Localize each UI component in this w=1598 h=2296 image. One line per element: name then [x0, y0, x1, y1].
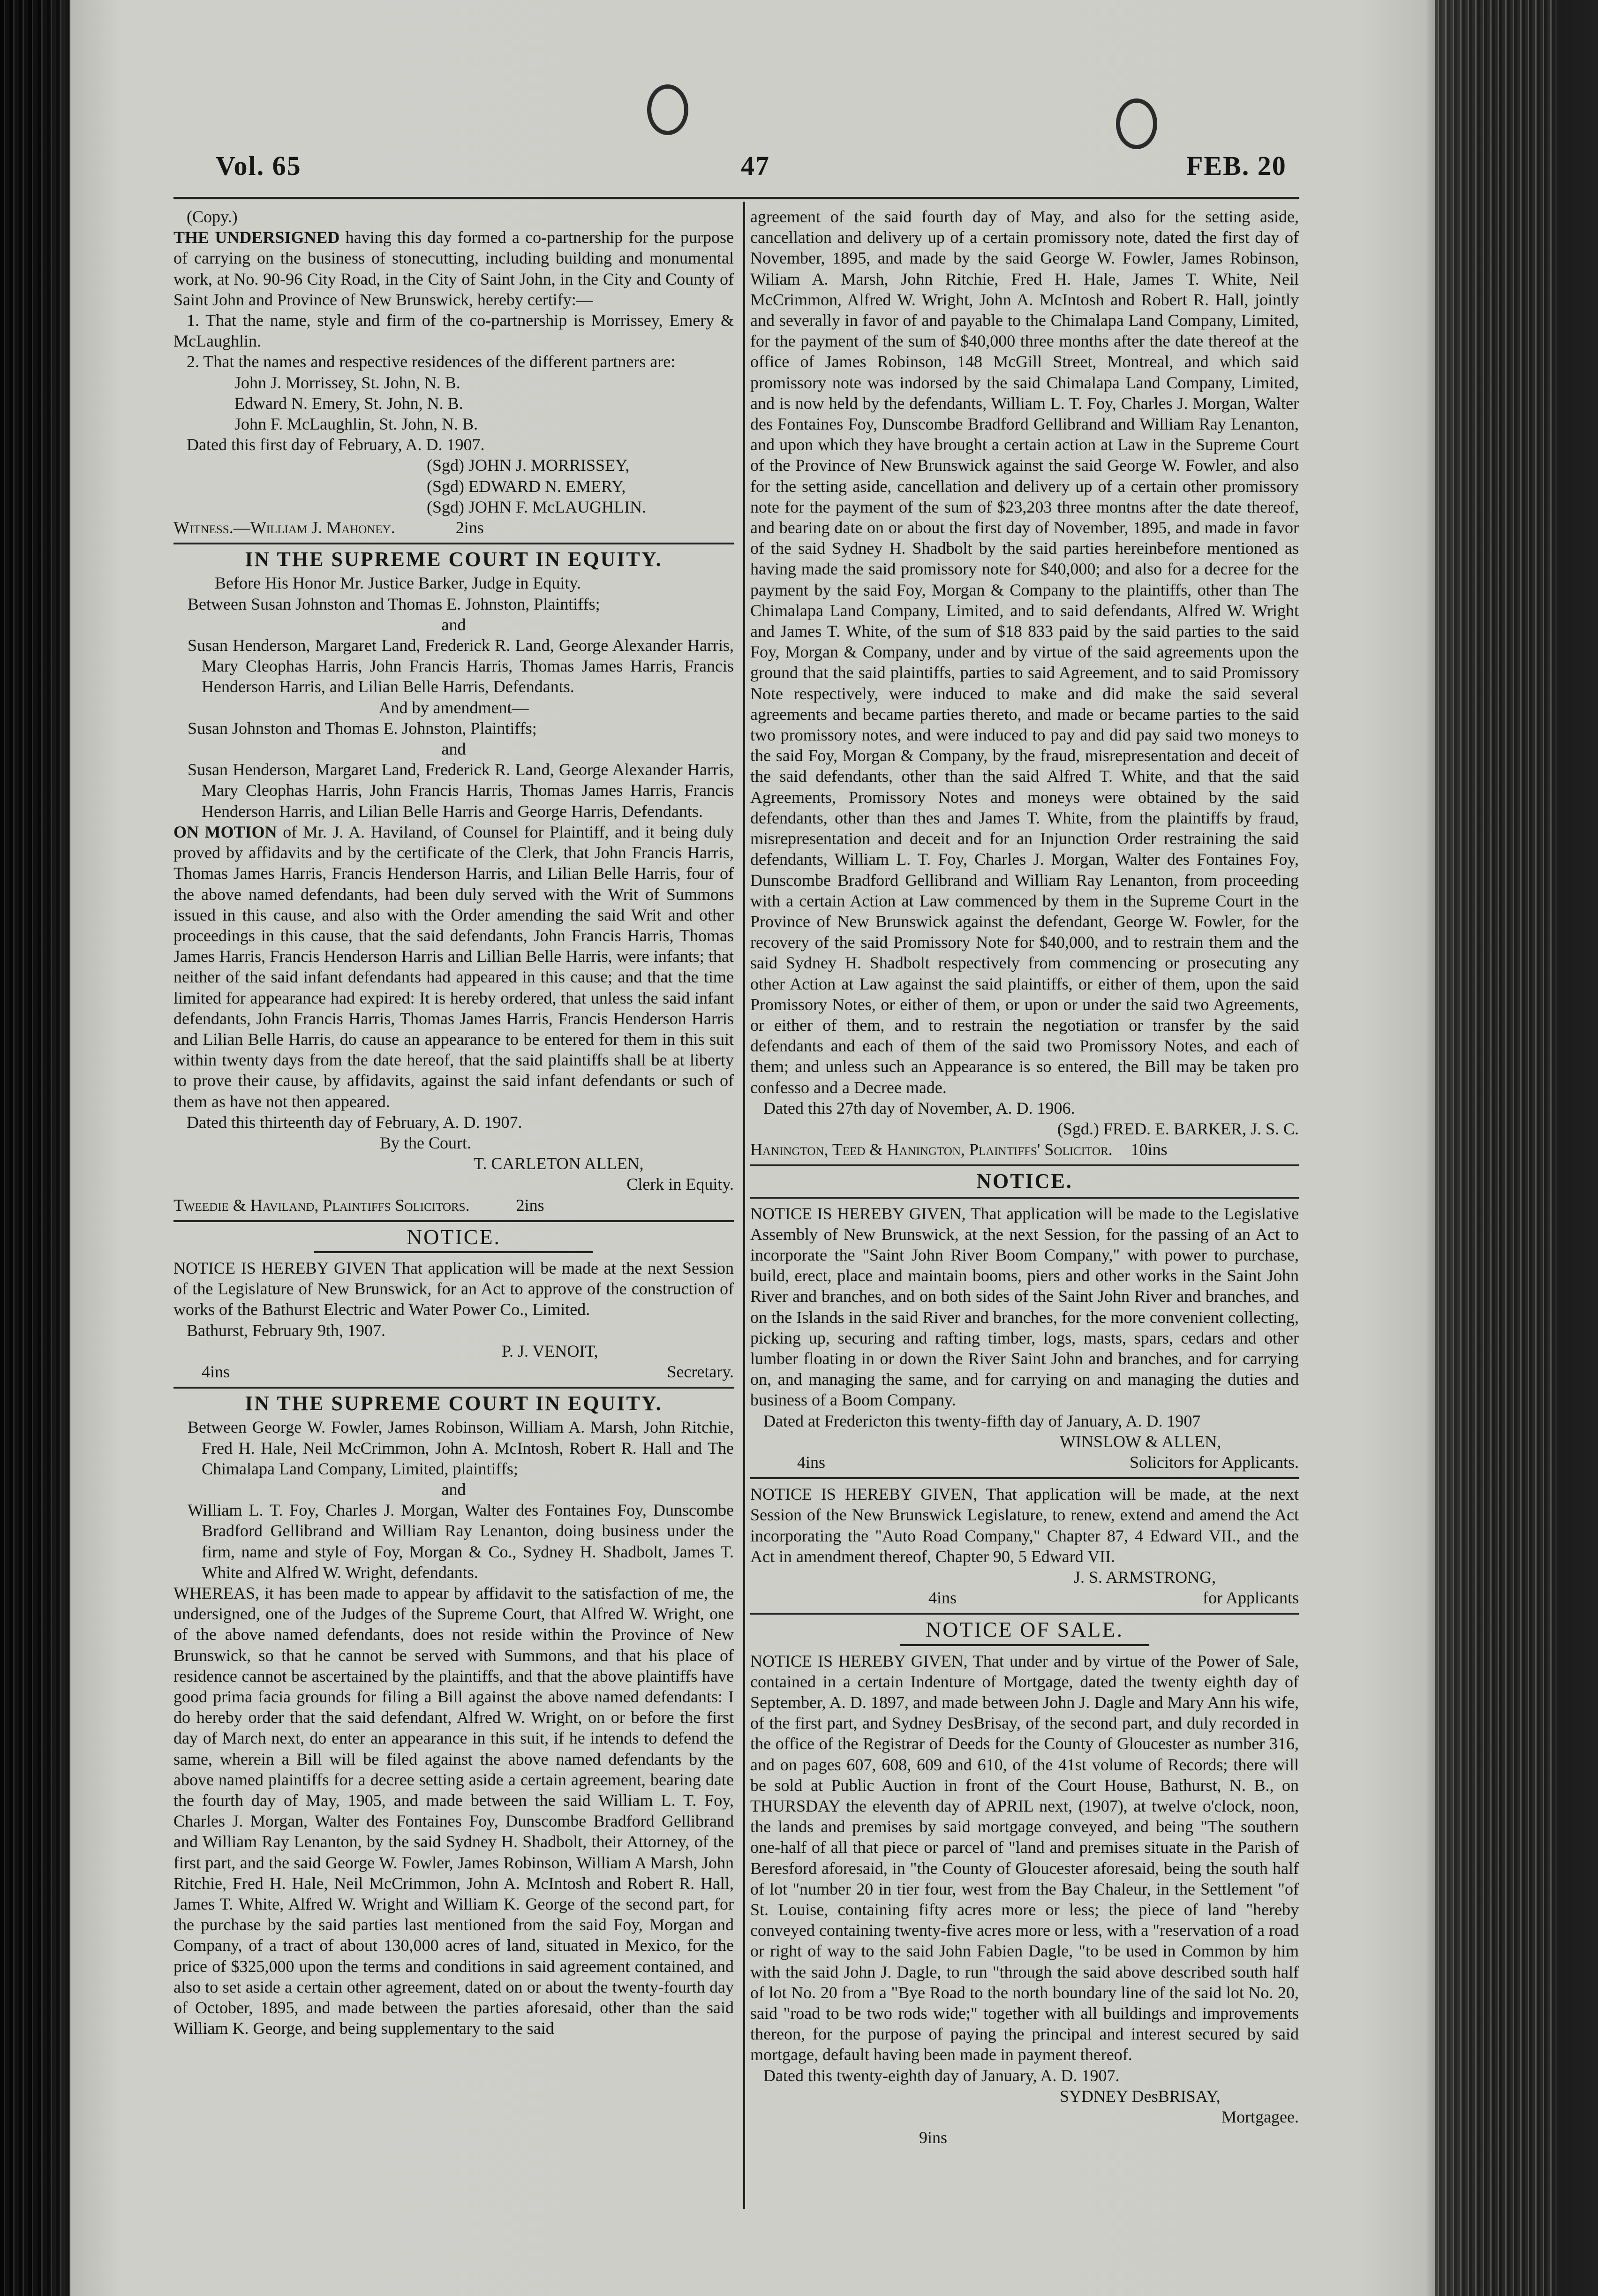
sale-dated: Dated this twenty-eighth day of January, A. D. 1907. — [763, 2066, 1120, 2085]
partner-1: John J. Morrissey, St. John, N. B. — [234, 373, 460, 392]
equity1-before: Before His Honor Mr. Justice Barker, Judge in Equity. — [215, 574, 581, 593]
notice1-text: NOTICE IS HEREBY GIVEN That application will be made at the next Session of the Legislature of New Brunswick, for an Act to approve of the construction of works of the Bathurst Electric and Water Power Co., Limited. — [173, 1258, 734, 1319]
divider — [314, 1251, 593, 1253]
issue-date: FEB. 20 — [1186, 151, 1287, 181]
copy-note: (Copy.) — [187, 207, 238, 226]
continuation-text: agreement of the said fourth day of May, and also for the setting aside, cancellation and delivery up of a certain promissory note, dated the first day of November, 1895, and made by the said George W. Fowler, James Robinson, Wiliam A. Marsh, John Ritchie, Fred H. Hale, James T. White, Neil McCrimmon, Alfred W. Wright, John A. McIntosh and Robert R. Hall, jointly and severally in favor of and payable to the Chimalapa Land Company, Limited, for the payment of the sum of $40,000 three months after the date thereof at the office of James Robinson, 148 McGill Street, Montreal, and which said promissory note was indorsed by the said Chimalapa Land Company, Limited, and is now held by the defendants, William L. T. Foy, Charles J. Morgan, Walter des Fontaines Foy, Dunscombe Bradford Gellibrand and William Ray Lenanton, and upon which they have brought a certain action at Law in the Supreme Court of the Province of New Brunswick against the said George W. Fowler, and also for the setting aside, cancellation and delivery up of a certain other promissory note for the payment of the sum of $23,203 three montns after the date thereof, and bearing date on or about the first day of November, 1895, and made in favor of the said Sydney H. Shadbolt by the said parties hereinbefore mentioned as having made the said promissory note for $40,000; and also for a decree for the payment by the said Foy, Morgan & Company to the plaintiffs, other than The Chimalapa Land Company, Limited, and to said defendants, Alfred W. Wright and James T. White, of the sum of $18 833 paid by the said parties to the said Foy, Morgan & Company, under and by virtue of the said agreements upon the ground that the said plaintiffs, parties to said Agreement, and to said Promissory Note respectively, were induced to make and did make the said several agreements and became parties thereto, and made or became parties to the said two promissory notes, and were induced to pay and did pay said two moneys to the said Foy, Morgan & Company, by the fraud, misrepresentation and deceit of the said defendants, other than the said Alfred T. White, and that the said Agreements, Promissory Notes and moneys were obtained by the said defendants, other than thes and James T. White, from the plaintiffs by fraud, misrepresentation and deceit and for an Injunction Order restraining the said defendants, William L. T. Foy, Charles J. Morgan, Walter des Fontaines Foy, Dunscombe Bradford Gellibrand and William Ray Lenanton, from proceeding with a certain Action at Law commenced by them in the Supreme Court in the Province of New Brunswick against the defendant, George W. Fowler, for the recovery of the said Promissory Note for $40,000, and to restrain them and the said Sydney H. Shadbolt respectively from commencing or prosecuting any other Action at Law against the said plaintiffs, or either of them, upon the said Promissory Notes, or either of them, or upon or under the said two Agreements, or either of them, and to restrain the negotiation or transfer by the said defendants and each of them of the said two Promissory Notes, and each of them; and unless such an Appearance is so entered, the Bill may be taken pro confesso and a Decree made. — [750, 207, 1299, 1097]
notice3-text: NOTICE IS HEREBY GIVEN, That application will be made, at the next Session of the New Brunswick Legislature, to renew, extend and amend the Act incorporating the "Auto Road Company," Chapter 87, 4 Edward VII., and the Act in amendment thereof, Chapter 90, 5 Edward VII. — [750, 1485, 1299, 1566]
motion-text: of Mr. J. A. Haviland, of Counsel for Plaintiff, and it being duly proved by affidavits and by the certificate of the Clerk, that John Francis Harris, Thomas James Harris, Francis Henderson Harris, and Lilian Belle Harris, four of the above named defendants, had been duly served with the Writ of Summons issued in this cause, and also with the Order amending the said Writ and other proceedings in this cause, that the said defendants, John Francis Harris, Thomas James Harris, Francis Henderson Harris and Lillian Belle Harris, were infants; that neither of the said infant defendants had appeared in this cause; and that the time limited for appearance had expired: It is hereby ordered, that unless the said infant defendants, John Francis Harris, Thomas James Harris, Francis Henderson Harris and Lilian Belle Harris, do cause an appearance to be entered for them in this suit within twenty days from the date hereof, that the said plaintiffs shall be at liberty to prove their cause, by affidavits, against the said infant defendants or such of them as have not then appeared. — [173, 822, 734, 1111]
and-3: and — [441, 1480, 466, 1499]
partnership-lead: THE UNDERSIGNED — [173, 228, 340, 247]
by-court: By the Court. — [380, 1133, 471, 1152]
sale-text: NOTICE IS HEREBY GIVEN, That under and by virtue of the Power of Sale, contained in a certain Indenture of Mortgage, dated the twenty eighth day of September, A. D. 1897, and made between John J. Dagle and Mary Ann his wife, of the first part, and Sydney DesBrisay, of the second part, and duly recorded in the office of the Registrar of Deeds for the County of Gloucester as number 316, and on pages 607, 608, 609 and 610, of the 41st volume of Records; there will be sold at Public Auction in front of the Court House, Bathurst, N. B., on THURSDAY the eleventh day of APRIL next, (1907), at twelve o'clock, noon, the lands and premises by said mortgage conveyed, and being "The southern one-half of all that piece or parcel of "land and premises situate in the Parish of Beresford aforesaid, in "the County of Gloucester aforesaid, being the south half of lot "number 20 in tier four, west from the Bay Chaleur, in the Settlement "of St. Louise, containing fifty acres more or less; the piece of land "hereby conveyed containing twenty-five acres more or less, with a "reservation of a road or right of way to the said John Fabien Dagle, "to be used in Common by him with the said John J. Dagle, to run "through the said above described south half of lot No. 20 from a "Bye Road to the north boundary line of the said lot No. 20, said "road to be two rods wide;" together with all buildings and improvements thereon, for the purpose of paying the principal and interest secured by said mortgage, default having been made in payment thereof. — [750, 1651, 1299, 2064]
and-1: and — [441, 615, 466, 634]
solicitors-line-2 — [750, 1139, 1299, 1160]
notice1-signoff — [173, 1361, 734, 1382]
notice2-ins: 4ins — [797, 1452, 826, 1472]
column-divider — [743, 202, 745, 2209]
equity2-heading: IN THE SUPREME COURT IN EQUITY. — [245, 1392, 663, 1415]
notice3-ins: 4ins — [928, 1588, 957, 1608]
sale-ins: 9ins — [919, 2128, 948, 2147]
signature-3: (Sgd) JOHN F. McLAUGHLIN. — [427, 497, 647, 516]
notice1-signer: P. J. VENOIT, — [502, 1341, 598, 1360]
divider — [750, 1164, 1299, 1166]
partnership-item-1: 1. That the name, style and firm of the co-partnership is Morrissey, Emery & McLaughlin. — [173, 311, 734, 351]
clerk-title: Clerk in Equity. — [626, 1175, 734, 1194]
motion — [173, 822, 734, 1112]
notice2-text: NOTICE IS HEREBY GIVEN, That application will be made to the Legislative Assembly of New Brunswick, at the next Session, for the passing of an Act to incorporate the "Saint John River Boom Company," with power to purchase, build, erect, place and maintain booms, piers and other works in the Saint John River and branches, and on both sides of the Saint John River and branches, and on the Islands in the said River and branches, for the more convenient collecting, picking up, securing and rafting timber, logs, masts, spars, cedars and other lumber floating in or down the River Saint John and branches, and for carrying on, and managing the same, and for carrying on and managing the duties and business of a Boom Company. — [750, 1204, 1299, 1410]
notice2-title: Solicitors for Applicants. — [1130, 1452, 1299, 1472]
notice2-dated: Dated at Fredericton this twenty-fifth day of January, A. D. 1907 — [763, 1411, 1201, 1430]
notice1-title: Secretary. — [667, 1362, 734, 1381]
witness: Witness.—William J. Mahoney. — [173, 518, 395, 537]
witness-line — [173, 517, 734, 538]
equity2-defendants: William L. T. Foy, Charles J. Morgan, Walter des Fontaines Foy, Dunscombe Bradford Gellibrand and William Ray Lenanton, doing business under the firm, name and style of Foy, Morgan & Co., Sydney H. Shadbolt, James T. White and Alfred W. Wright, defendants. — [188, 1501, 734, 1582]
and-2: and — [441, 740, 466, 759]
left-column — [173, 206, 734, 2213]
equity1-dated: Dated this thirteenth day of February, A. D. 1907. — [187, 1112, 522, 1132]
divider — [173, 543, 734, 544]
amendment: And by amendment— — [378, 698, 529, 717]
notice3-signer: J. S. ARMSTRONG, — [1074, 1568, 1216, 1586]
equity1-defendants: Susan Henderson, Margaret Land, Frederick R. Land, George Alexander Harris, Mary Cleophas Harris, John Francis Harris, Thomas James Harris, Francis Henderson Harris, and Lilian Belle Harris, Defendants. — [188, 636, 734, 696]
notice2-signoff — [750, 1452, 1299, 1473]
equity1-plaintiffs2: Susan Johnston and Thomas E. Johnston, Plaintiffs; — [188, 718, 537, 738]
page-number: 47 — [741, 151, 770, 181]
divider — [900, 1644, 1149, 1646]
equity2-between: Between George W. Fowler, James Robinson, William A. Marsh, John Ritchie, Fred H. Hale, Neil McCrimmon, John A. McIntosh, Robert R. Hall and The Chimalapa Land Company, Limited, plaintiffs; — [188, 1418, 734, 1478]
solicitors-1: Tweedie & Haviland, Plaintiffs Solicitors. — [173, 1195, 470, 1215]
notice2-heading: NOTICE. — [976, 1170, 1073, 1193]
equity1-between: Between Susan Johnston and Thomas E. Johnston, Plaintiffs; — [188, 594, 600, 613]
notice1-heading: NOTICE. — [406, 1224, 501, 1249]
equity1-ins: 2ins — [516, 1195, 544, 1215]
solicitors-2: Hanington, Teed & Hanington, Plaintiffs' Solicitor. — [750, 1140, 1113, 1159]
notice2-signer: WINSLOW & ALLEN, — [1060, 1432, 1221, 1451]
notice1-ins: 4ins — [202, 1362, 230, 1381]
whereas-text: WHEREAS, it has been made to appear by affidavit to the satisfaction of me, the undersigned, one of the Judges of the Supreme Court, that Alfred W. Wright, one of the above named defendants, does not reside within the Province of New Brunswick, so that he cannot be served with Summons, and that his place of residence cannot be ascertained by the plaintiffs, and that the above plaintiffs have good prima facia grounds for filing a Bill against the above named defendants: I do hereby order that the said defendant, Alfred W. Wright, on or before the first day of March next, do enter an appearance in this suit, if he intends to defend the same, wherein a Bill will be filed against the above named defendants by the above named plaintiffs for a decree setting aside a certain agreement, bearing date the fourth day of May, 1905, and made between the said William L. T. Foy, Charles J. Morgan, Walter des Fontaines Foy, Dunscombe Bradford Gellibrand and William Ray Lenanton, by the said Sydney H. Shadbolt, their Attorney, of the first part, and the said George W. Fowler, James Robinson, William A Marsh, John Ritchie, Fred H. Hale, Neil McCrimmon, John A. McIntosh and Robert R. Hall, James T. White, Alfred W. Wright and William K. George of the second part, for the purchase by the said parties last mentioned from the said Foy, Morgan and Company, of a tract of about 130,000 acres of land, situated in Mexico, for the price of $325,000 upon the terms and conditions in said agreement contained, and also to set aside a certain other agreement, dated on or about the twenty-fourth day of October, 1895, and made between the parties aforesaid, other than the said William K. George, and being supplementary to the said — [173, 1584, 734, 2038]
header-rule — [173, 197, 1299, 199]
divider — [750, 1613, 1299, 1615]
sale-title: Mortgagee. — [1221, 2107, 1299, 2127]
partnership-notice — [173, 227, 734, 310]
solicitors-line-1 — [173, 1195, 734, 1216]
clerk-name: T. CARLETON ALLEN, — [474, 1154, 644, 1173]
equity1-defendants2: Susan Henderson, Margaret Land, Frederick R. Land, George Alexander Harris, Mary Cleophas Harris, John Francis Harris, Thomas James Harris, Francis Henderson Harris, and Lilian Belle Harris and George Harris, Defendants. — [188, 760, 734, 821]
judge-signature: (Sgd.) FRED. E. BARKER, J. S. C. — [1057, 1119, 1299, 1138]
divider — [173, 1387, 734, 1389]
sale-heading: NOTICE OF SALE. — [926, 1617, 1123, 1642]
notice3-signoff — [750, 1587, 1299, 1608]
notice1-dated: Bathurst, February 9th, 1907. — [187, 1321, 385, 1340]
volume-number: Vol. 65 — [216, 151, 302, 181]
partner-3: John F. McLaughlin, St. John, N. B. — [234, 415, 478, 434]
equity1-heading: IN THE SUPREME COURT IN EQUITY. — [245, 548, 663, 571]
divider — [750, 1477, 1299, 1479]
right-column — [750, 206, 1299, 2213]
partnership-ins: 2ins — [455, 518, 484, 537]
notice3-title: for Applicants — [1203, 1588, 1299, 1608]
sale-signer: SYDNEY DesBRISAY, — [1060, 2086, 1221, 2106]
motion-lead: ON MOTION — [173, 822, 277, 841]
partnership-item-2: 2. That the names and respective residences of the different partners are: — [187, 352, 676, 371]
signature-1: (Sgd) JOHN J. MORRISSEY, — [427, 456, 630, 475]
divider — [173, 1220, 734, 1222]
partnership-dated: Dated this first day of February, A. D. 1907. — [187, 435, 485, 454]
continuation-dated: Dated this 27th day of November, A. D. 1906. — [763, 1098, 1075, 1118]
divider — [750, 1197, 1299, 1199]
partnership-text: having this day formed a co-partnership for the purpose of carrying on the business of stonecutting, including building and monumental work, at No. 90-96 City Road, in the City of Saint John, in the City and County of Saint John and Province of New Brunswick, hereby certify:— — [173, 228, 734, 309]
signature-2: (Sgd) EDWARD N. EMERY, — [427, 476, 626, 496]
partner-2: Edward N. Emery, St. John, N. B. — [234, 393, 463, 413]
continuation-ins: 10ins — [1131, 1140, 1168, 1159]
